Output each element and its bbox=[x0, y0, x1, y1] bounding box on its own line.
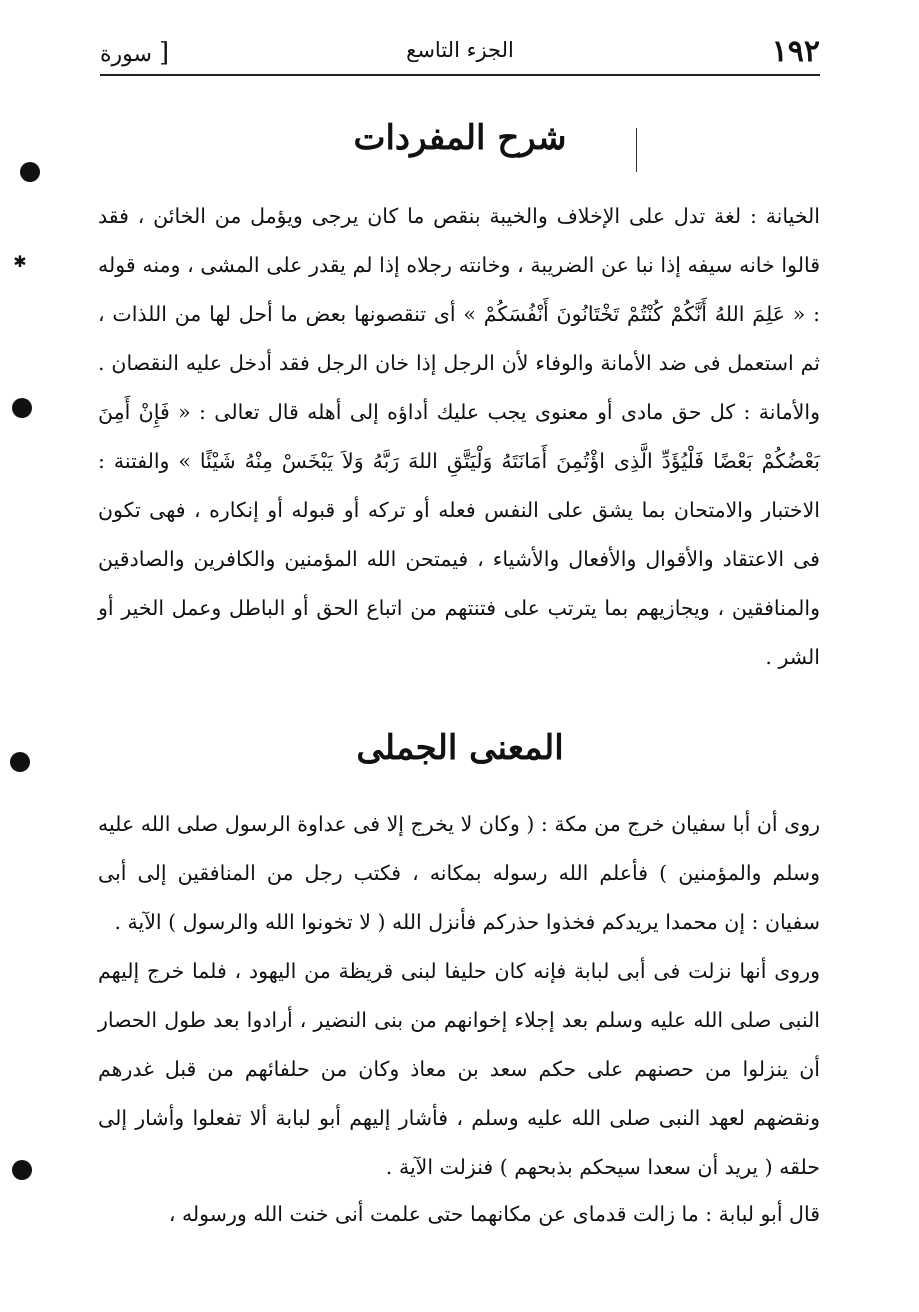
margin-dot-mark bbox=[20, 162, 40, 182]
margin-dot-mark bbox=[12, 398, 32, 418]
section-title-vocabulary: شرح المفردات bbox=[353, 118, 567, 158]
meaning-paragraph-1: روى أن أبا سفيان خرج من مكة : ( وكان لا يخرج إلا فى عداوة الرسول صلى الله عليه وسلم والمؤمنين ) فأعلم الله رسوله بمكانه ، فكتب رجل من المنافقين إلى أبى سفيان : إن محمدا يريدكم فخذوا حذركم فأنزل الله ( لا تخونوا الله والرسول ) الآية . bbox=[98, 812, 820, 934]
margin-dot-mark bbox=[10, 752, 30, 772]
header-rule bbox=[100, 74, 820, 76]
part-title: الجزء التاسع bbox=[406, 38, 514, 62]
vocabulary-paragraph: الخيانة : لغة تدل على الإخلاف والخيبة بنقص ما كان يرجى ويؤمل من الخائن ، فقد قالوا خانه سيفه إذا نبا عن الضريبة ، وخانته رجلاه إذا لم يقدر على المشى ، ومنه قوله : « عَلِمَ اللهُ أَنَّكُمْ كُنْتُمْ تَخْتَانُونَ أَنْفُسَكُمْ » أى تنقصونها بعض ما أحل لها من اللذات ، ثم استعمل فى ضد الأمانة والوفاء لأن الرجل إذا خان الرجل فقد أدخل عليه النقصان . والأمانة : كل حق مادى أو معنوى يجب عليك أداؤه إلى أهله قال تعالى : « فَإِنْ أَمِنَ بَعْضُكُمْ بَعْضًا فَلْيُؤَدِّ الَّذِى اؤْتُمِنَ أَمَانَتَهُ وَلْيَتَّقِ اللهَ رَبَّهُ وَلاَ يَبْخَسْ مِنْهُ شَيْئًا » والفتنة : الاختبار والامتحان بما يشق على النفس فعله أو تركه أو قبوله أو إنكاره ، فهى تكون فى الاعتقاد والأقوال والأفعال والأشياء ، فيمتحن الله المؤمنين والكافرين والصادقين والمنافقين ، ويجازيهم بما يترتب على فتنتهم من اتباع الحق أو الباطل وعمل الخير أو الشر . bbox=[98, 204, 820, 669]
margin-dot-mark bbox=[12, 1160, 32, 1180]
surah-label bbox=[100, 38, 169, 68]
surah-label-text: سورة bbox=[100, 42, 152, 67]
meaning-paragraph-3: قال أبو لبابة : ما زالت قدماى عن مكانهما حتى علمت أنى خنت الله ورسوله ، bbox=[168, 1202, 820, 1226]
bracket-glyph: [ bbox=[158, 38, 170, 68]
meaning-paragraph-2: وروى أنها نزلت فى أبى لبابة فإنه كان حليفا لبنى قريظة من اليهود ، فلما خرج إليهم النبى صلى الله عليه وسلم بعد إجلاء إخوانهم من بنى النضير ، أرادوا بعد طول الحصار أن ينزلوا من حصنهم على حكم سعد بن معاذ وكان من حلفائهم من قبل غدرهم ونقضهم لعهد النبى صلى الله عليه وسلم ، فأشار إليهم أبو لبابة ألا تفعلوا وأشار إلى حلقه ( يريد أن سعدا سيحكم بذبحهم ) فنزلت الآية . bbox=[98, 959, 820, 1179]
margin-star-mark: ✱ bbox=[13, 252, 27, 271]
section-title-general-meaning: المعنى الجملى bbox=[356, 728, 564, 768]
page-header bbox=[100, 28, 820, 76]
page-number: ١٩٢ bbox=[771, 34, 820, 69]
